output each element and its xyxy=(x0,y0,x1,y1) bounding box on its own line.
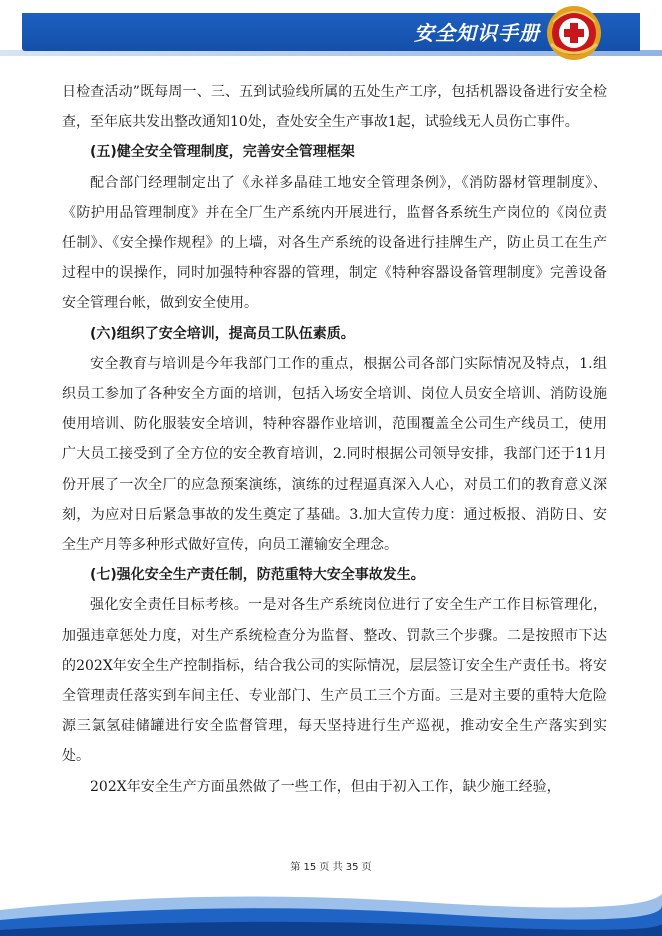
page-header xyxy=(0,0,662,70)
body-paragraph: 日检查活动”既每周一、三、五到试验线所属的五处生产工序，包括机器设备进行安全检查，至年底共发出整改通知10处，查处安全生产事故1起，试验线无人员伤亡事件。 xyxy=(62,84,607,131)
section-heading: (五)健全安全管理制度，完善安全管理框架 xyxy=(90,144,355,161)
header-title: 安全知识手册 xyxy=(414,21,540,45)
safety-emblem-icon xyxy=(545,4,603,62)
section-heading: (六)组织了安全培训，提高员工队伍素质。 xyxy=(90,325,355,342)
body-paragraph: 202X年安全生产方面虽然做了一些工作，但由于初入工作，缺少施工经验， xyxy=(90,778,561,795)
page-number: 第 15 页 共 35 页 xyxy=(290,862,372,873)
document-body xyxy=(62,77,607,802)
body-paragraph: 安全教育与培训是今年我部门工作的重点，根据公司各部门实际情况及特点，1.组织员工参加了各种安全方面的培训，包括入场安全培训、岗位人员安全培训、消防设施使用培训、防化服装安全培训，特种容器作业培训，范围覆盖全公司生产线员工，使用广大员工接受到了全方位的安全教育培训，2.同时根据公司领导安排，我部门还于11月份开展了一次全厂的应急预案演练，演练的过程逼真深入人心，对员工们的教育意义深刻，为应对日后紧急事故的发生奠定了基础。3.加大宣传力度：通过板报、消防日、安全生产月等多种形式做好宣传，向员工灌输安全理念。 xyxy=(62,355,607,554)
body-paragraph: 配合部门经理制定出了《永祥多晶硅工地安全管理条例》，《消防器材管理制度》、《防护用品管理制度》并在全厂生产系统内开展进行，监督各系统生产岗位的《岗位责任制》、《安全操作规程》的上墙，对各生产系统的设备进行挂牌生产，防止员工在生产过程中的误操作，同时加强特种容器的管理，制定《特种容器设备管理制度》完善设备安全管理台帐，做到安全使用。 xyxy=(62,174,607,312)
body-paragraph: 强化安全责任目标考核。一是对各生产系统岗位进行了安全生产工作目标管理化，加强违章惩处力度，对生产系统检查分为监督、整改、罚款三个步骤。二是按照市下达的202X年安全生产控制指标，结合我公司的实际情况，层层签订安全生产责任书。将安全管理责任落实到车间主任、专业部门、生产员工三个方面。三是对主要的重特大危险源三氯氢硅储罐进行安全监督管理，每天坚持进行生产巡视，推动安全生产落实到实处。 xyxy=(62,597,607,765)
footer-wave-decoration xyxy=(0,880,662,936)
section-heading: (七)强化安全生产责任制，防范重特大安全事故发生。 xyxy=(90,567,425,584)
